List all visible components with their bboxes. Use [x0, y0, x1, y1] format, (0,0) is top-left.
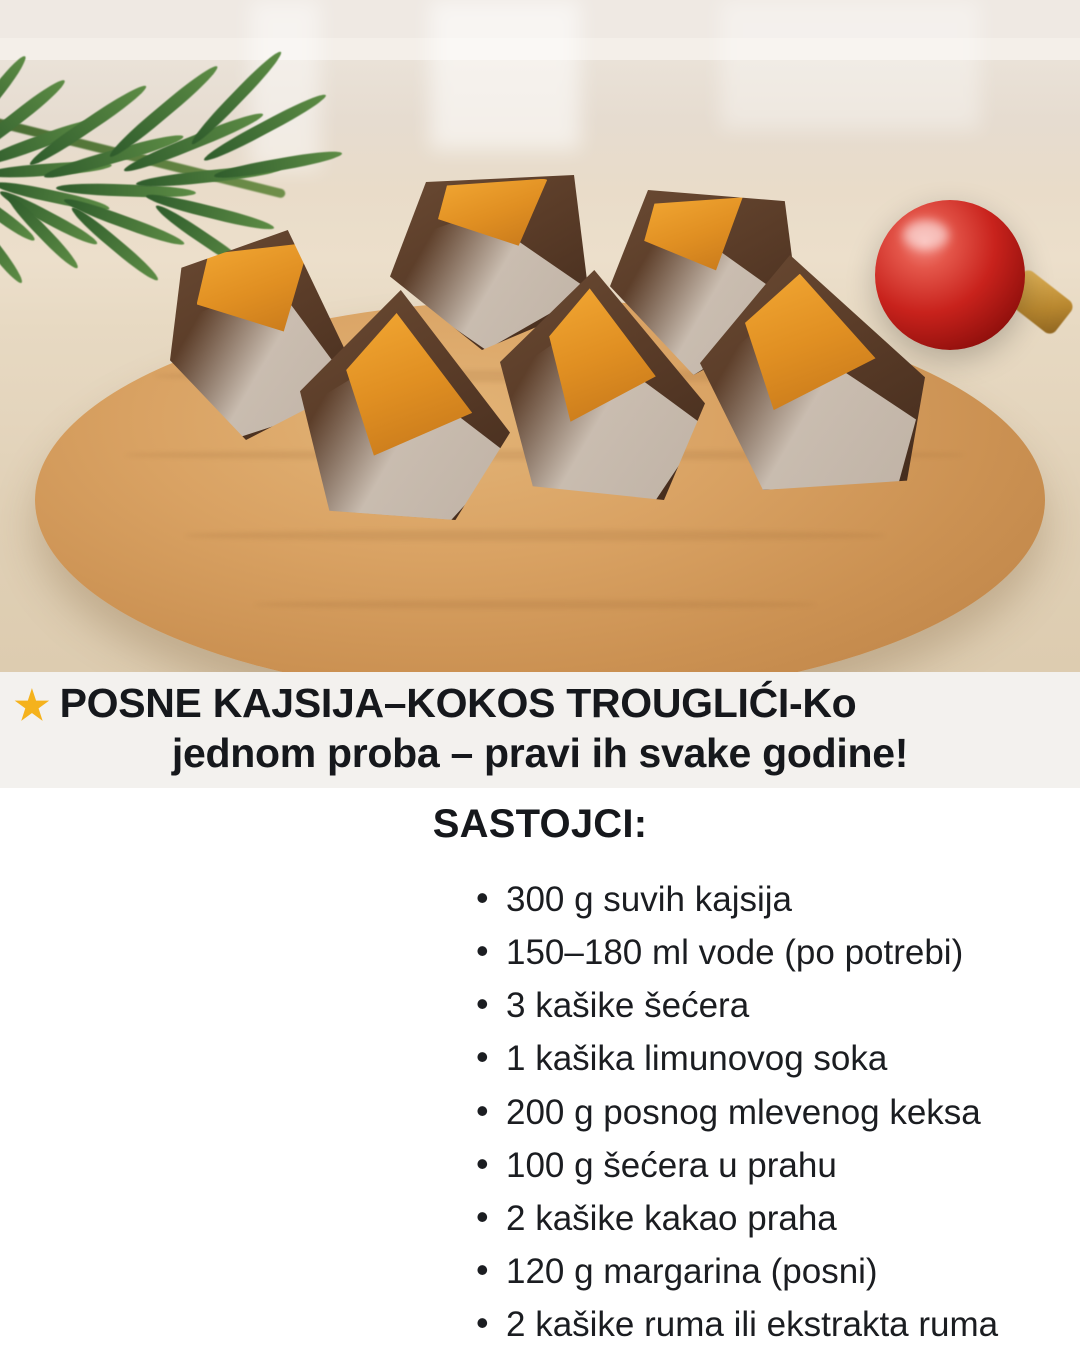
list-item: • 2 kašike kakao praha: [470, 1192, 1080, 1245]
list-item: • 1 kašika limunovog soka: [470, 1032, 1080, 1085]
recipe-title-line-1: [14, 680, 1066, 730]
list-item: • 200 g posnog mlevenog keksa: [470, 1086, 1080, 1139]
ingredients-heading: SASTOJCI:: [432, 801, 648, 846]
list-item: • 120 g margarina (posni): [470, 1245, 1080, 1298]
recipe-photo: [0, 0, 1080, 672]
list-item: • 100 g šećera u prahu: [470, 1139, 1080, 1192]
star-icon: ★: [14, 684, 50, 728]
background-panel: [720, 0, 980, 130]
list-item: • 2 kašike ruma ili ekstrakta ruma: [470, 1298, 1080, 1351]
list-item: • 3 kašike šećera: [470, 979, 1080, 1032]
ingredients-list: [0, 873, 1080, 1351]
recipe-title-text-1: POSNE KAJSIJA–KOKOS TROUGLIĆI-Ko: [59, 680, 857, 726]
ornament-highlight: [903, 220, 949, 250]
list-item: • 150–180 ml vode (po potrebi): [470, 926, 1080, 979]
list-item: • 300 g suvih kajsija: [470, 873, 1080, 926]
title-band: [0, 672, 1080, 788]
background-panel: [430, 0, 580, 150]
recipe-title-line-2: jednom proba – pravi ih svake godine!: [171, 729, 909, 776]
red-christmas-ball-icon: [875, 200, 1025, 350]
